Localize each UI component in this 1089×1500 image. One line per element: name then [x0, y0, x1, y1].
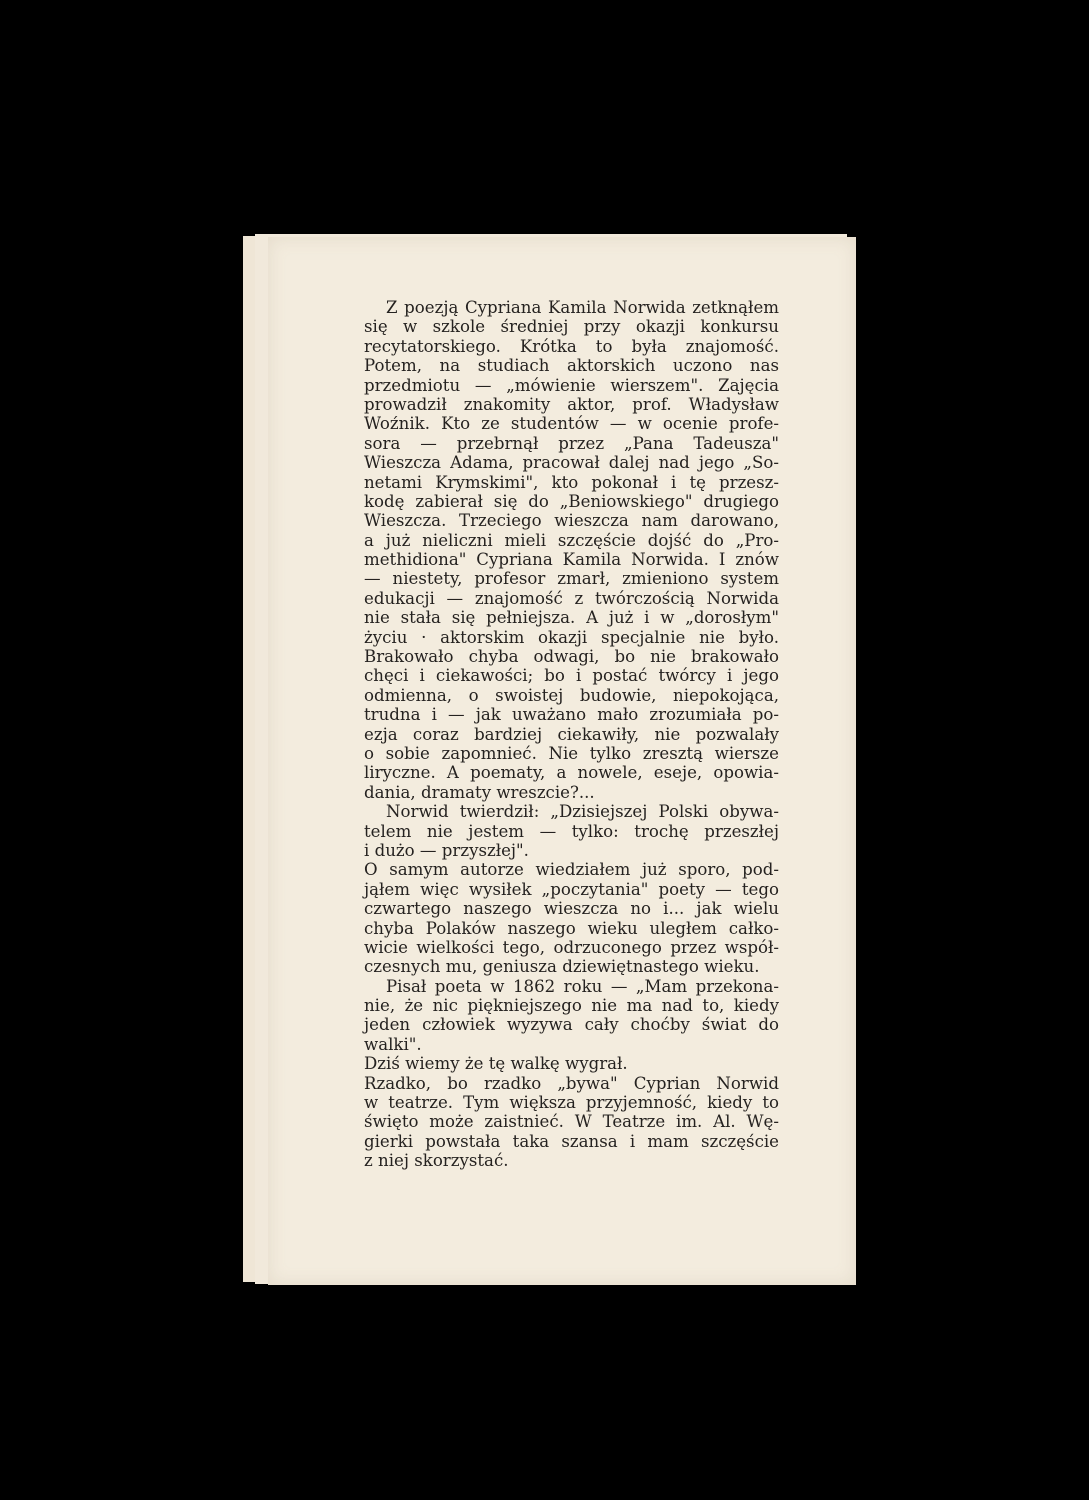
- text-line: z niej skorzystać.: [364, 1151, 509, 1171]
- paragraph: [364, 298, 779, 802]
- paragraph: [364, 802, 779, 860]
- text-line: Brakowało chyba odwagi, bo nie brakowało: [364, 647, 779, 667]
- text-line: methidiona" Cypriana Kamila Norwida. I znów: [364, 550, 779, 570]
- text-line: Norwid twierdził: „Dzisiejszej Polski obywa-: [386, 802, 779, 822]
- text-line: prowadził znakomity aktor, prof. Władysław: [364, 394, 779, 414]
- text-line: a już nieliczni mieli szczęście dojść do „Pro-: [364, 530, 779, 550]
- text-line: sora — przebrnął przez „Pana Tadeusza": [364, 433, 779, 453]
- text-line: Woźnik. Kto ze studentów — w ocenie profe-: [364, 414, 779, 434]
- text-line: edukacji — znajomość z twórczością Norwida: [364, 588, 779, 608]
- text-line: gierki powstała taka szansa i mam szczęście: [364, 1131, 779, 1151]
- text-line: Dziś wiemy że tę walkę wygrał.: [364, 1054, 628, 1074]
- text-line: nie, że nic piękniejszego nie ma nad to, kiedy: [364, 996, 779, 1016]
- text-line: w teatrze. Tym większa przyjemność, kiedy to: [364, 1093, 779, 1113]
- text-line: dania, dramaty wreszcie?...: [364, 782, 595, 802]
- text-line: czesnych mu, geniusza dziewiętnastego wieku.: [364, 957, 760, 977]
- text-line: odmienna, o swoistej budowie, niepokojąca,: [364, 685, 779, 705]
- text-line: netami Krymskimi", kto pokonał i tę przesz-: [364, 472, 779, 492]
- text-line: walki".: [364, 1034, 422, 1054]
- paragraph: [364, 1054, 779, 1073]
- text-line: kodę zabierał się do „Beniowskiego" drugiego: [364, 491, 779, 511]
- text-line: się w szkole średniej przy okazji konkursu: [364, 317, 779, 337]
- text-line: i dużo — przyszłej".: [364, 840, 529, 860]
- text-line: życiu · aktorskim okazji specjalnie nie było.: [364, 627, 779, 647]
- text-line: ezja coraz bardziej ciekawiły, nie pozwalały: [364, 724, 779, 744]
- text-line: recytatorskiego. Krótka to była znajomość.: [364, 336, 779, 356]
- text-line: O samym autorze wiedziałem już sporo, pod-: [364, 860, 779, 880]
- text-line: Wieszcza Adama, pracował dalej nad jego „So-: [364, 453, 779, 473]
- text-line: nie stała się pełniejsza. A już i w „dorosłym": [364, 608, 779, 628]
- text-line: czwartego naszego wieszcza no i... jak wielu: [364, 899, 779, 919]
- text-line: Rzadko, bo rzadko „bywa" Cyprian Norwid: [364, 1073, 779, 1093]
- text-line: jeden człowiek wyzywa cały choćby świat do: [364, 1015, 779, 1035]
- text-line: liryczne. A poematy, a nowele, eseje, opowia-: [364, 763, 779, 783]
- paragraph: [364, 1074, 779, 1171]
- text-line: Wieszcza. Trzeciego wieszcza nam darowano,: [364, 511, 779, 531]
- text-line: chęci i ciekawości; bo i postać twórcy i jego: [364, 666, 779, 686]
- paragraph: [364, 860, 779, 976]
- text-line: o sobie zapomnieć. Nie tylko zresztą wiersze: [364, 743, 779, 763]
- text-line: — niestety, profesor zmarł, zmieniono system: [364, 569, 779, 589]
- text-line: trudna i — jak uważano mało zrozumiała po-: [364, 705, 779, 725]
- text-line: jąłem więc wysiłek „poczytania" poety — tego: [364, 879, 779, 899]
- paragraph: [364, 977, 779, 1055]
- text-line: telem nie jestem — tylko: trochę przeszłej: [364, 821, 779, 841]
- text-line: Pisał poeta w 1862 roku — „Mam przekona-: [386, 976, 779, 996]
- text-line: święto może zaistnieć. W Teatrze im. Al. Wę-: [364, 1112, 779, 1132]
- text-line: przedmiotu — „mówienie wierszem". Zajęcia: [364, 375, 779, 395]
- document-text: [364, 298, 779, 1171]
- text-line: Potem, na studiach aktorskich uczono nas: [364, 356, 779, 376]
- text-line: wicie wielkości tego, odrzuconego przez współ-: [364, 937, 779, 957]
- text-line: Z poezją Cypriana Kamila Norwida zetknąłem: [386, 298, 779, 317]
- text-line: chyba Polaków naszego wieku uległem całko-: [364, 918, 779, 938]
